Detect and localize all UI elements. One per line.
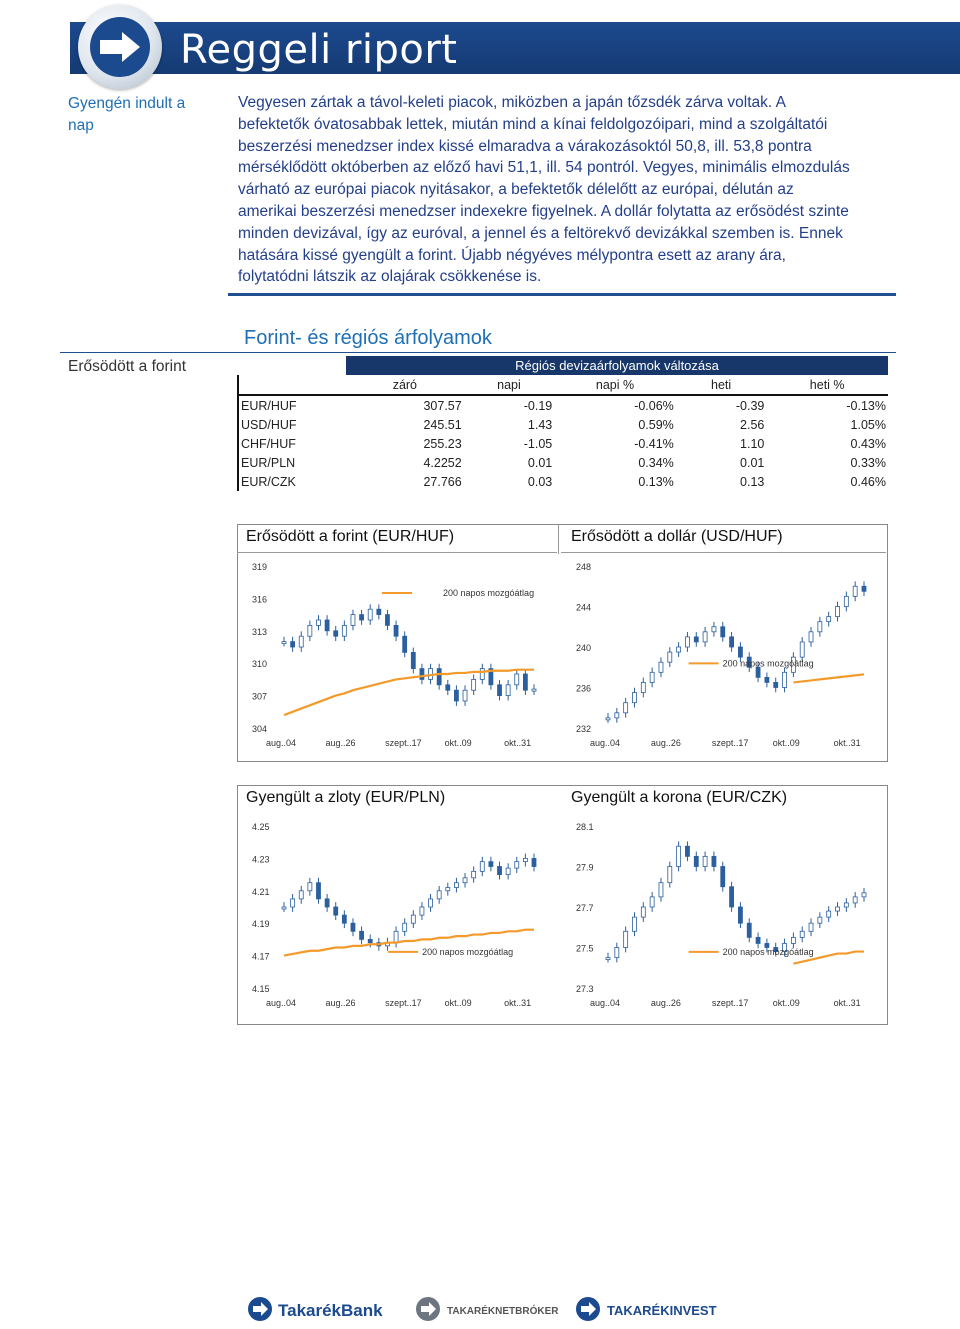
usdhuf-chart [564,556,882,756]
intro-line: hatására kissé gyengült a forint. Újabb négyéves mélypontra esett az arany ára, [238,246,786,264]
candle-body [844,596,848,606]
ma-legend-label: 200 napos mozgóátlag [722,658,814,669]
candle-body [480,669,484,680]
y-tick-label: 27.7 [576,903,594,913]
eurczk-chart [564,816,882,1016]
napi-pct-cell: 0.59% [638,417,674,432]
intro-side-label-line2: nap [68,117,94,134]
candle-body [685,637,689,647]
pair-cell: CHF/HUF [238,434,346,453]
footer-logo-netbroker [413,1294,563,1329]
netbroker-logo-text: TAKARÉKNETBRÓKER [447,1306,559,1317]
table-row [238,472,888,491]
candle-body [818,917,822,923]
candle-body [325,899,329,907]
x-tick-label: aug..04 [266,738,297,748]
x-tick-label: okt..09 [444,998,472,1008]
candle-body [615,713,619,718]
candle-body [506,685,510,696]
table-row [238,434,888,453]
candle-body [800,642,804,657]
candle-body [316,620,320,625]
candle-body [668,652,672,662]
candle-body [420,669,424,680]
candle-body [756,667,760,677]
candle-body [291,642,295,647]
eurpln-chart [240,816,552,1016]
napi-pct-cell: 0.34% [638,455,674,470]
pair-cell: USD/HUF [238,415,346,434]
candle-body [721,627,725,637]
candle-body [809,923,813,931]
candle-body [712,627,716,632]
candle-body [853,897,857,903]
candle-body [677,647,681,652]
chart-title-usdhuf: Erősödött a dollár (USD/HUF) [571,528,783,545]
candle-body [360,931,364,939]
x-tick-label: okt..31 [833,998,861,1008]
x-tick-label: okt..31 [504,998,532,1008]
candle-body [429,899,433,907]
x-tick-label: okt..09 [772,738,800,748]
candle-body [316,883,320,899]
y-tick-label: 236 [576,683,592,694]
table-row [238,395,888,415]
y-tick-label: 232 [576,724,592,734]
candle-body [334,907,338,915]
x-tick-label: szept..17 [711,738,749,748]
intro-line: folytatódni látszik az olajárak csökkenése is. [238,268,542,286]
takarekbank-logo-text: TakarékBank [278,1301,383,1320]
candle-body [299,636,303,647]
candle-body [446,685,450,690]
y-tick-label: 319 [252,562,268,572]
candle-body [480,862,484,872]
candle-body [738,647,742,657]
candle-body [730,887,734,907]
col-header: záró [346,375,464,395]
heti-pct-cell: 0.46% [850,474,886,489]
candle-body [730,637,734,647]
x-tick-label: aug..04 [266,998,297,1008]
candle-body [747,923,751,937]
table-header-spacer [238,356,346,375]
page-title: Reggeli riport [180,27,458,73]
candle-body [836,907,840,911]
zaro-cell: 255.23 [423,436,462,451]
candle-body [827,911,831,917]
intro-line: amerikai beszerzési menedzser indexekre figyelnek. A dollár folytatta az erősödést szinte [238,202,849,220]
intro-line: mérséklődött októberben az előző havi 51,1, ill. 54 pontról. Vegyes, minimális elmozdulás [238,159,850,177]
candle-body [394,625,398,636]
fx-side-label: Erősödött a forint [68,358,187,375]
moving-average-line [793,674,864,682]
candle-body [437,669,441,685]
table-corner-cell [238,375,346,395]
y-tick-label: 4.17 [252,951,270,962]
y-tick-label: 27.3 [576,984,594,994]
candle-body [446,888,450,891]
col-header: heti [676,375,767,395]
y-tick-label: 4.25 [252,822,270,832]
x-tick-label: okt..09 [444,738,472,748]
arrow-logo-icon [78,5,162,89]
candle-body [774,682,778,687]
candle-body [411,652,415,668]
fx-table-title: Régiós devizaárfolyamok változása [346,356,888,375]
candle-body [377,609,381,614]
napi-pct-cell: -0.41% [634,436,674,451]
intro-line: minden devizával, így az euróval, a jennel és a feltörekvő devizákkal szemben is. Ennek [238,224,843,242]
section-divider [60,352,896,353]
x-tick-label: aug..26 [650,998,681,1008]
heti-pct-cell: 0.43% [850,436,886,451]
y-tick-label: 310 [252,659,268,670]
footer-logo-takarekbank [246,1294,386,1329]
table-col-headers [238,375,888,395]
moving-average-line [284,670,534,715]
ma-legend-label: 200 napos mozgóátlag [443,588,535,598]
candle-body [420,907,424,915]
heti-pct-cell: 1.05% [850,417,886,432]
candle-body [712,856,716,866]
candle-body [498,685,502,696]
y-tick-label: 307 [252,691,268,702]
candle-body [472,871,476,877]
heti-pct-cell: -0.13% [846,398,886,413]
x-tick-label: okt..09 [772,998,800,1008]
table-row [238,453,888,472]
candle-body [368,609,372,620]
candle-body [791,937,795,943]
candle-body [606,718,610,720]
candle-body [650,897,654,907]
x-tick-label: aug..26 [325,738,356,748]
heti-cell: -0.39 [735,398,765,413]
candle-body [411,915,415,923]
candle-body [632,917,636,931]
candle-body [721,867,725,887]
candle-body [668,867,672,883]
chart-title-eurczk: Gyengült a korona (EUR/CZK) [571,789,788,806]
candle-body [506,868,510,874]
chart-title-underline [237,552,557,553]
candle-body [437,891,441,899]
x-tick-label: aug..26 [650,738,681,748]
candle-body [523,674,527,690]
candle-body [532,689,536,691]
x-tick-label: okt..31 [504,738,532,748]
napi-cell: 1.43 [527,417,553,432]
napi-cell: -1.05 [523,436,553,451]
intro-side-label-line1: Gyengén indult a [68,95,186,112]
candle-body [641,907,645,917]
netbroker-logo [413,1294,563,1324]
candle-body [685,846,689,856]
candle-body [342,915,346,923]
napi-cell: -0.19 [523,398,553,413]
candle-body [454,883,458,888]
candle-body [299,891,303,899]
candle-body [489,862,493,867]
heti-cell: 1.10 [740,436,765,451]
chart-title-divider [558,524,559,554]
eurhuf-chart [240,556,552,756]
intro-divider [228,293,896,296]
zaro-cell: 307.57 [423,398,462,413]
y-tick-label: 313 [252,626,268,637]
x-tick-label: szept..17 [385,998,422,1008]
pair-cell: EUR/HUF [238,395,346,415]
candle-body [403,636,407,652]
candle-body [650,672,654,682]
x-tick-label: aug..04 [590,998,621,1008]
chart-title-eurpln: Gyengült a zloty (EUR/PLN) [246,789,446,806]
candle-body [498,867,502,875]
intro-line: Vegyesen zártak a távol-keleti piacok, miközben a japán tőzsdék zárva voltak. A [238,94,786,111]
candle-body [308,883,312,891]
y-tick-label: 316 [252,594,268,605]
candle-body [624,703,628,713]
x-tick-label: aug..26 [325,998,356,1008]
y-tick-label: 4.23 [252,854,270,865]
intro-paragraph [238,92,888,288]
candle-body [800,931,804,937]
napi-cell: 0.03 [527,474,553,489]
candle-body [844,903,848,907]
ma-legend-label: 200 napos mozgóátlag [422,946,514,957]
pair-cell: EUR/PLN [238,453,346,472]
chart-title-underline [561,552,886,553]
chart-title-eurhuf: Erősödött a forint (EUR/HUF) [246,528,455,545]
candle-body [632,693,636,703]
col-header: napi % [554,375,676,395]
col-header: napi [464,375,555,395]
candle-body [463,690,467,701]
fx-section-title: Forint- és régiós árfolyamok [244,327,492,349]
candle-body [738,907,742,923]
y-tick-label: 4.21 [252,886,270,897]
y-tick-label: 4.19 [252,919,270,930]
y-tick-label: 27.5 [576,943,594,954]
y-tick-label: 244 [576,602,592,613]
table-row [238,415,888,434]
y-tick-label: 304 [252,724,268,734]
candle-body [703,632,707,642]
takarekinvest-logo [573,1294,723,1324]
x-tick-label: szept..17 [385,738,422,748]
candle-body [463,878,467,883]
candle-body [703,856,707,866]
candle-body [615,948,619,958]
footer-logo-takarekinvest [573,1294,723,1329]
candle-body [659,883,663,897]
candle-body [641,682,645,692]
intro-line: várható az európai piacok nyitásakor, a befektetők délelőtt az európai, délután az [238,181,794,199]
candle-body [515,862,519,868]
heti-cell: 0.13 [740,474,765,489]
candle-body [282,907,286,909]
napi-pct-cell: -0.06% [634,398,674,413]
y-tick-label: 248 [576,562,592,572]
takarekbank-logo [246,1294,386,1324]
intro-side-label [68,93,185,137]
candle-body [472,679,476,690]
candle-body [809,632,813,642]
heti-pct-cell: 0.33% [850,455,886,470]
napi-cell: 0.01 [527,455,553,470]
candle-body [515,674,519,685]
candle-body [783,672,787,687]
candle-body [677,846,681,866]
col-header: heti % [766,375,888,395]
y-tick-label: 4.15 [252,984,270,994]
candle-body [351,615,355,626]
candle-body [334,631,338,636]
candle-body [385,615,389,626]
napi-pct-cell: 0.13% [638,474,674,489]
heti-cell: 0.01 [740,455,765,470]
ma-legend-label: 200 napos mozgóátlag [722,946,814,957]
zaro-cell: 4.2252 [423,455,462,470]
candle-body [827,617,831,622]
x-tick-label: okt..31 [833,738,861,748]
candle-body [403,923,407,931]
candle-body [454,690,458,701]
zaro-cell: 245.51 [423,417,462,432]
candle-body [282,642,286,644]
candle-body [765,677,769,682]
candle-body [523,858,527,861]
candle-body [659,662,663,672]
candle-body [694,856,698,866]
pair-cell: EUR/CZK [238,472,346,491]
candle-body [862,893,866,897]
candle-body [624,931,628,947]
candle-body [368,939,372,942]
candle-body [818,622,822,632]
candle-body [853,586,857,596]
candle-body [606,958,610,960]
heti-cell: 2.56 [740,417,765,432]
candle-body [836,607,840,617]
arrow-logo-svg [78,5,162,89]
candle-body [862,586,866,591]
takarekinvest-logo-text: TAKARÉKINVEST [607,1303,717,1318]
zaro-cell: 27.766 [423,474,462,489]
candle-body [342,625,346,636]
x-tick-label: aug..04 [590,738,621,748]
intro-line: befektetők óvatosabbak lettek, miután mind a kínai feldolgozóipari, mind a szolgáltatói [238,115,828,133]
candle-body [756,937,760,943]
candle-body [351,923,355,931]
candle-body [325,620,329,631]
candle-body [532,858,536,866]
candle-body [694,637,698,642]
x-tick-label: szept..17 [711,998,749,1008]
candle-body [308,625,312,636]
y-tick-label: 240 [576,643,592,653]
candle-body [360,615,364,620]
candle-body [394,931,398,942]
y-tick-label: 27.9 [576,862,594,873]
candle-body [291,899,295,907]
intro-line: beszerzési menedzser index kissé elmaradva a várakozásoktól 50,8, ill. 53,8 pontra [238,137,812,155]
fx-table [237,356,888,491]
y-tick-label: 28.1 [576,822,594,832]
